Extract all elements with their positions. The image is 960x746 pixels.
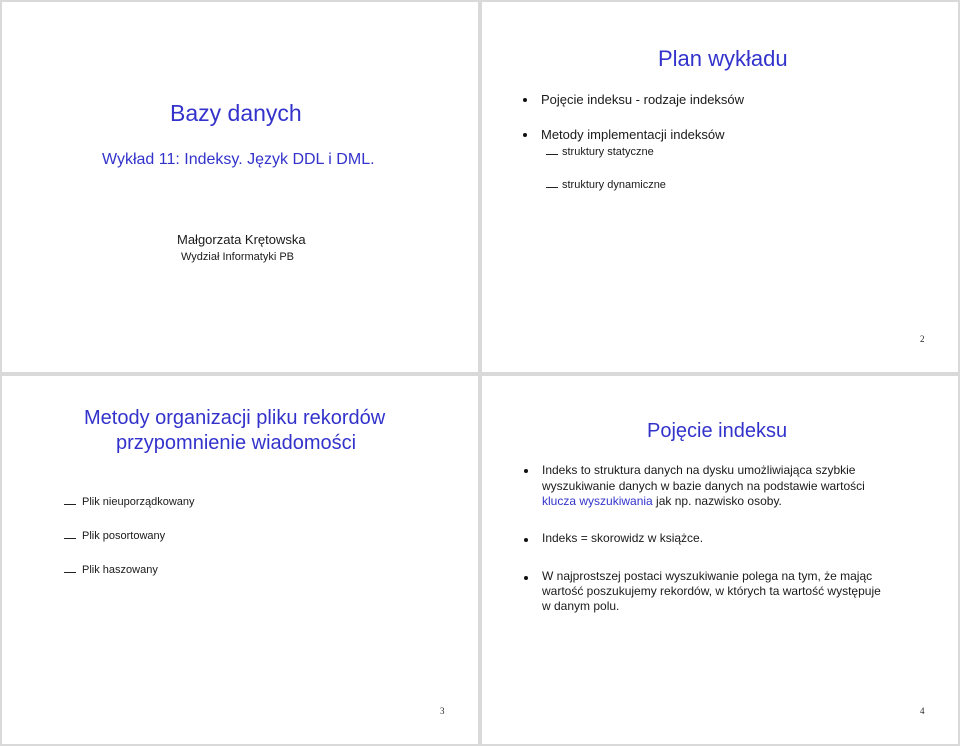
- author-name: Małgorzata Krętowska: [177, 232, 306, 247]
- paragraph-line: w danym polu.: [542, 599, 620, 613]
- slide-title: Bazy danych: [170, 100, 302, 126]
- highlight-term: klucza wyszukiwania: [542, 494, 653, 508]
- dash-icon: [64, 504, 76, 505]
- paragraph-line: Indeks = skorowidz w książce.: [542, 531, 704, 545]
- list-item: Plik posortowany: [82, 530, 166, 542]
- affiliation: Wydział Informatyki PB: [181, 251, 294, 263]
- paragraph-line: Indeks to struktura danych na dysku umożliwiająca szybkie: [542, 463, 856, 477]
- bullet-icon: [524, 576, 528, 580]
- sub-list-item: struktury dynamiczne: [562, 179, 666, 191]
- page-number: 3: [440, 706, 445, 716]
- paragraph-line: [542, 494, 782, 508]
- bullet-icon: [523, 98, 527, 102]
- slide-1: [2, 2, 478, 372]
- slide-title-line2: przypomnienie wiadomości: [116, 432, 357, 454]
- slide-title: Metody organizacji pliku rekordów: [84, 407, 386, 429]
- list-item: Plik nieuporządkowany: [82, 496, 195, 508]
- paragraph-text: jak np. nazwisko osoby.: [652, 494, 782, 508]
- page-number: 4: [920, 706, 925, 716]
- slide-title: Plan wykładu: [658, 46, 788, 71]
- bullet-icon: [524, 538, 528, 542]
- dash-icon: [64, 572, 76, 573]
- slide-4: [482, 376, 958, 744]
- paragraph-line: W najprostszej postaci wyszukiwanie polega na tym, że mając: [542, 569, 873, 583]
- page-number: 2: [920, 334, 925, 344]
- list-item: Plik haszowany: [82, 564, 158, 576]
- dash-icon: [64, 538, 76, 539]
- paragraph-line: wyszukiwanie danych w bazie danych na podstawie wartości: [542, 479, 865, 493]
- list-item: Pojęcie indeksu - rodzaje indeksów: [541, 92, 745, 107]
- bullet-icon: [524, 469, 528, 473]
- paragraph-line: wartość poszukujemy rekordów, w których ta wartość występuje: [542, 584, 881, 598]
- dash-icon: [546, 187, 558, 188]
- dash-icon: [546, 154, 558, 155]
- bullet-icon: [523, 133, 527, 137]
- slide-3: [2, 376, 478, 744]
- slide-subtitle: Wykład 11: Indeksy. Język DDL i DML.: [102, 151, 375, 168]
- slide-title: Pojęcie indeksu: [647, 420, 788, 442]
- list-item: Metody implementacji indeksów: [541, 127, 725, 142]
- sub-list-item: struktury statyczne: [562, 146, 654, 158]
- slide-2: [482, 2, 958, 372]
